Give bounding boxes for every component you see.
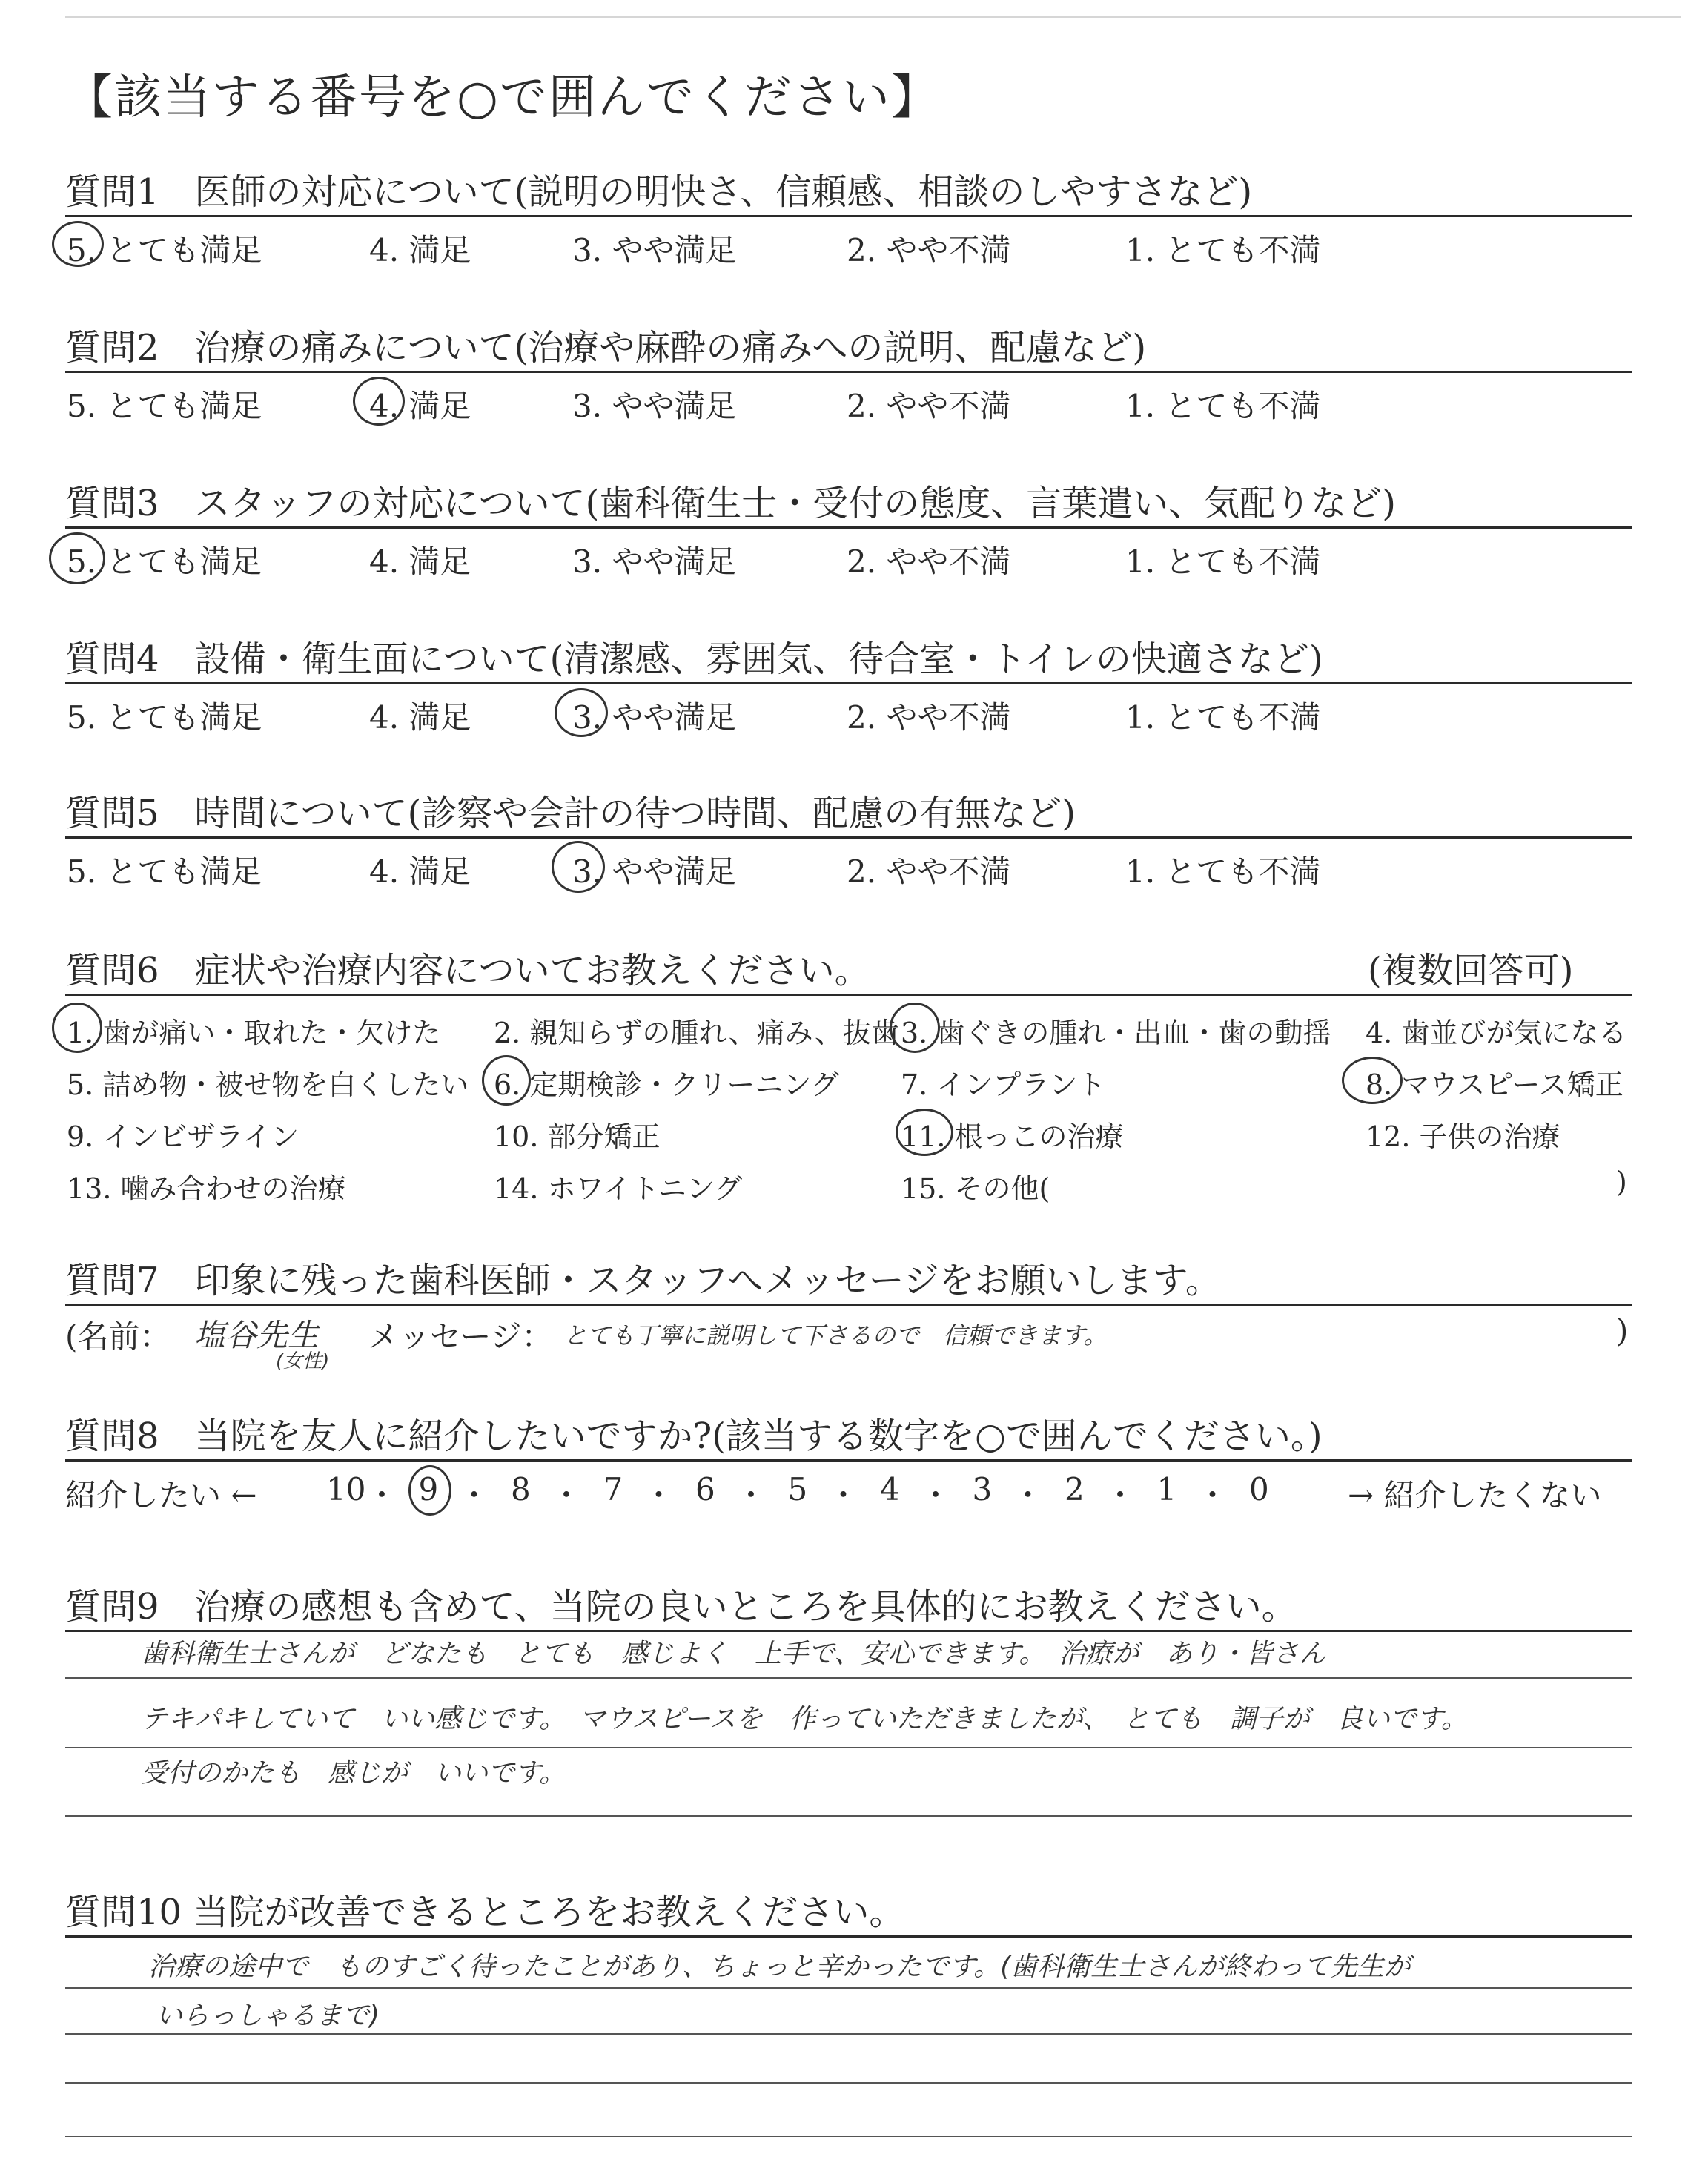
option-2[interactable]: 2. やや不満 xyxy=(847,699,1011,736)
scale-separator: ・ xyxy=(1012,1477,1044,1513)
answer-line xyxy=(65,1747,1632,1748)
rating-options-q1 xyxy=(67,226,1638,271)
answer-line xyxy=(65,1815,1632,1817)
divider xyxy=(65,371,1632,373)
scale-number[interactable]: 5 xyxy=(787,1471,808,1507)
selection-circle xyxy=(49,532,105,584)
message-close-paren: ) xyxy=(1616,1312,1629,1349)
option-1[interactable]: 1. とても不満 xyxy=(1125,232,1321,268)
option-4[interactable]: 4. 満足 xyxy=(369,699,471,736)
divider xyxy=(65,682,1632,684)
treatment-option[interactable]: 14. ホワイトニング xyxy=(494,1172,743,1205)
selection-circle xyxy=(552,841,605,893)
divider xyxy=(65,215,1632,217)
question-1: 質問1 医師の対応について(説明の明快さ、信頼感、相談のしやすさなど) xyxy=(65,171,1253,213)
option-3[interactable]: 3. やや満足 xyxy=(572,388,737,424)
scale-number[interactable]: 6 xyxy=(695,1471,715,1507)
question-7: 質問7 印象に残った歯科医師・スタッフへメッセージをお願いします。 xyxy=(65,1260,1221,1301)
good-points-line: テキパキしていて いい感じです。 マウスピースを 作っていただきましたが、 とても 調子が 良いです。 xyxy=(141,1704,1468,1734)
question-3: 質問3 スタッフの対応について(歯科衛生士・受付の態度、言葉遣い、気配りなど) xyxy=(65,483,1397,524)
treatment-option[interactable]: 6. 定期検診・クリーニング xyxy=(494,1069,839,1101)
name-label: (名前： xyxy=(65,1318,171,1355)
recommend-left-label: 紹介したい ← xyxy=(65,1477,257,1513)
treatment-option[interactable]: 5. 詰め物・被せ物を白くしたい xyxy=(67,1069,469,1101)
good-points-line: 受付のかたも 感じが いいです。 xyxy=(141,1758,566,1789)
scale-number[interactable]: 3 xyxy=(972,1471,993,1507)
divider xyxy=(65,1630,1632,1632)
other-close-paren: ) xyxy=(1616,1166,1627,1198)
option-2[interactable]: 2. やや不満 xyxy=(847,232,1011,268)
rating-options-q5 xyxy=(67,848,1638,892)
good-points-line: 歯科衛生士さんが どなたも とても 感じよく 上手で、安心できます。 治療が あり・皆さん xyxy=(141,1639,1326,1669)
divider xyxy=(65,836,1632,839)
treatment-option[interactable]: 13. 噛み合わせの治療 xyxy=(67,1172,346,1205)
scale-separator: ・ xyxy=(643,1477,675,1513)
selection-circle xyxy=(1342,1057,1403,1104)
option-4[interactable]: 4. 満足 xyxy=(369,544,471,580)
selection-circle xyxy=(482,1055,531,1106)
option-4[interactable]: 4. 満足 xyxy=(369,388,471,424)
question-2: 質問2 治療の痛みについて(治療や麻酔の痛みへの説明、配慮など) xyxy=(65,327,1147,369)
option-2[interactable]: 2. やや不満 xyxy=(847,388,1011,424)
name-sub: (女性) xyxy=(276,1350,330,1373)
selection-circle xyxy=(353,377,405,426)
option-5[interactable]: 5. とても満足 xyxy=(67,544,262,580)
option-5[interactable]: 5. とても満足 xyxy=(67,388,262,424)
option-1[interactable]: 1. とても不満 xyxy=(1125,699,1321,736)
selection-circle xyxy=(52,221,104,267)
answer-line xyxy=(65,2033,1632,2035)
treatment-option[interactable]: 12. 子供の治療 xyxy=(1366,1120,1560,1153)
treatment-option[interactable]: 4. 歯並びが気になる xyxy=(1366,1017,1627,1049)
scale-separator: ・ xyxy=(366,1477,398,1513)
name-value: 塩谷先生 xyxy=(194,1317,320,1353)
selection-circle xyxy=(890,1003,940,1053)
recommend-scale xyxy=(0,1471,1708,1516)
page-title: 【該当する番号を○で囲んでください】 xyxy=(65,70,940,125)
multiple-answers-note: (複数回答可) xyxy=(1368,950,1574,991)
divider xyxy=(65,994,1632,996)
scale-separator: ・ xyxy=(1105,1477,1136,1513)
scale-number[interactable]: 8 xyxy=(511,1471,531,1507)
scale-number[interactable]: 1 xyxy=(1156,1471,1177,1507)
option-3[interactable]: 3. やや満足 xyxy=(572,853,737,890)
option-3[interactable]: 3. やや満足 xyxy=(572,699,737,736)
answer-line xyxy=(65,1987,1632,1989)
treatment-option[interactable]: 7. インプラント xyxy=(901,1069,1106,1101)
scale-separator: ・ xyxy=(920,1477,952,1513)
scale-number[interactable]: 7 xyxy=(603,1471,623,1507)
question-8: 質問8 当院を友人に紹介したいですか?(該当する数字を○で囲んでください。) xyxy=(65,1416,1323,1457)
treatment-option[interactable]: 1. 歯が痛い・取れた・欠けた xyxy=(67,1017,441,1049)
divider xyxy=(65,526,1632,529)
selection-circle xyxy=(896,1109,953,1156)
option-3[interactable]: 3. やや満足 xyxy=(572,544,737,580)
treatment-option[interactable]: 15. その他( xyxy=(901,1172,1050,1205)
option-2[interactable]: 2. やや不満 xyxy=(847,544,1011,580)
answer-line xyxy=(65,2082,1632,2084)
message-label: メッセージ： xyxy=(368,1318,553,1355)
question-6: 質問6 症状や治療内容についてお教えください。 xyxy=(65,950,870,991)
treatment-option[interactable]: 9. インビザライン xyxy=(67,1120,299,1153)
treatment-option[interactable]: 2. 親知らずの腫れ、痛み、抜歯 xyxy=(494,1017,899,1049)
scale-separator: ・ xyxy=(827,1477,859,1513)
treatment-option[interactable]: 11. 根っこの治療 xyxy=(901,1120,1124,1153)
recommend-right-label: → 紹介したくない xyxy=(1348,1477,1602,1513)
treatment-option[interactable]: 10. 部分矯正 xyxy=(494,1120,661,1153)
rating-options-q2 xyxy=(67,382,1638,426)
question-10: 質問10 当院が改善できるところをお教えください。 xyxy=(65,1892,905,1933)
answer-line xyxy=(65,2136,1632,2137)
selection-circle xyxy=(408,1465,451,1516)
rating-options-q4 xyxy=(67,693,1638,738)
option-1[interactable]: 1. とても不満 xyxy=(1125,544,1321,580)
treatment-option[interactable]: 8. マウスピース矯正 xyxy=(1366,1069,1623,1101)
answer-line xyxy=(65,1677,1632,1679)
option-1[interactable]: 1. とても不満 xyxy=(1125,388,1321,424)
scale-number[interactable]: 9 xyxy=(418,1471,439,1507)
divider xyxy=(65,1459,1632,1462)
message-value: とても丁寧に説明して下さるので 信頼できます。 xyxy=(563,1321,1108,1350)
option-5[interactable]: 5. とても満足 xyxy=(67,232,262,268)
option-5[interactable]: 5. とても満足 xyxy=(67,699,262,736)
selection-circle xyxy=(52,1003,102,1053)
scale-number[interactable]: 0 xyxy=(1249,1471,1269,1507)
top-divider xyxy=(65,16,1681,18)
scale-separator: ・ xyxy=(458,1477,490,1513)
treatment-option[interactable]: 3. 歯ぐきの腫れ・出血・歯の動揺 xyxy=(901,1017,1331,1049)
scale-number[interactable]: 10 xyxy=(326,1471,366,1507)
option-4[interactable]: 4. 満足 xyxy=(369,232,471,268)
option-4[interactable]: 4. 満足 xyxy=(369,853,471,890)
scale-separator: ・ xyxy=(1196,1477,1228,1513)
question-4: 質問4 設備・衛生面について(清潔感、雰囲気、待合室・トイレの快適さなど) xyxy=(65,638,1323,680)
improvement-line: 治療の途中で ものすごく待ったことがあり、ちょっと辛かったです。(歯科衛生士さんが終わって先生が xyxy=(148,1952,1411,1982)
divider xyxy=(65,1304,1632,1306)
scale-number[interactable]: 2 xyxy=(1065,1471,1085,1507)
option-1[interactable]: 1. とても不満 xyxy=(1125,853,1321,890)
improvement-line: いらっしゃるまで) xyxy=(156,2001,380,2031)
rating-options-q3 xyxy=(67,538,1638,582)
option-5[interactable]: 5. とても満足 xyxy=(67,853,262,890)
question-5: 質問5 時間について(診察や会計の待つ時間、配慮の有無など) xyxy=(65,793,1076,834)
option-2[interactable]: 2. やや不満 xyxy=(847,853,1011,890)
question-9: 質問9 治療の感想も含めて、当院の良いところを具体的にお教えください。 xyxy=(65,1586,1297,1628)
divider xyxy=(65,1935,1632,1938)
scale-separator: ・ xyxy=(735,1477,767,1513)
treatment-options xyxy=(67,1010,1638,1225)
scale-number[interactable]: 4 xyxy=(880,1471,900,1507)
option-3[interactable]: 3. やや満足 xyxy=(572,232,737,268)
selection-circle xyxy=(555,688,608,737)
scale-separator: ・ xyxy=(551,1477,583,1513)
